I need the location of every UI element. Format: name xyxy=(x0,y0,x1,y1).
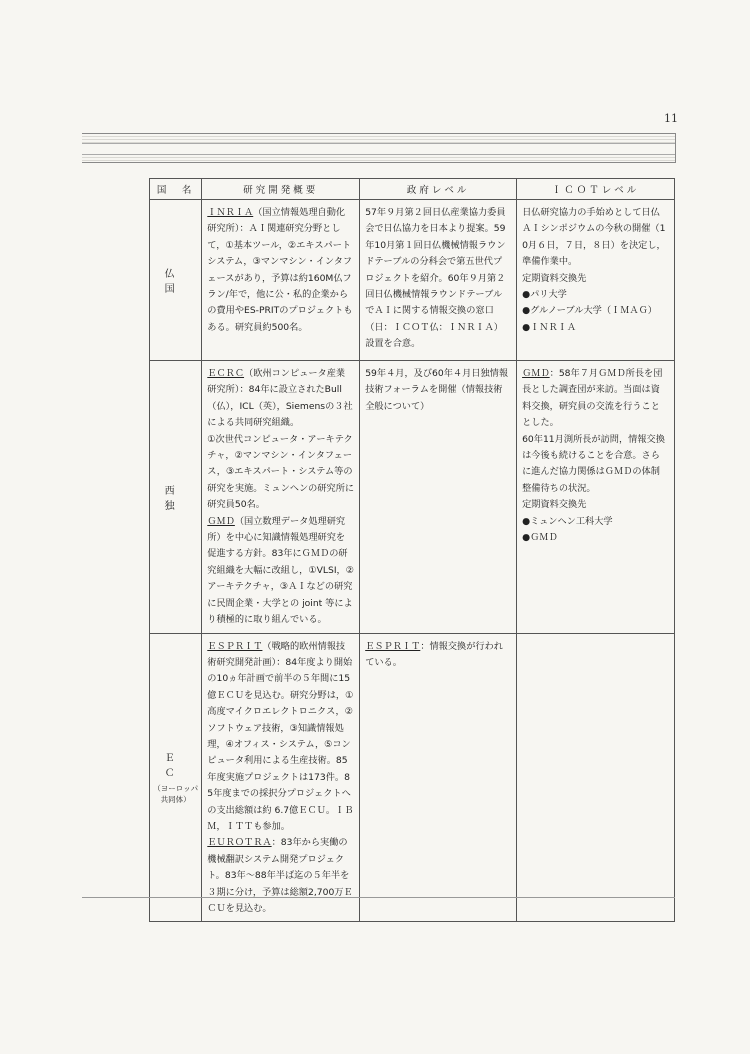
page-number: 11 xyxy=(664,112,678,125)
table-row xyxy=(150,633,675,922)
overview-cell xyxy=(202,633,360,922)
header-band xyxy=(82,133,676,163)
icot-cell xyxy=(517,633,675,922)
icot-cell xyxy=(517,200,675,361)
org-name-2: ＥＵＲＯＴＲＡ xyxy=(207,837,272,849)
government-org-name: ＥＳＰＲＩＴ xyxy=(365,640,421,652)
country-name: 仏 国 xyxy=(164,269,209,295)
country-name: 西 独 xyxy=(164,485,209,512)
government-text: 57年９月第２回日仏産業協力委員会で日仏協力を日本より提案。59年10月第１回日仏機械情報ラウンドテーブルの分科会で第五世代プロジェクトを紹介。60年９月第２回日仏機械情報ラウンドテーブルでＡＩに関する情報交換の窓口（日：ＩＣＯＴ仏：ＩＮＲＩＡ）設置を合意。 xyxy=(365,207,506,350)
country-name: Ｅ Ｃ xyxy=(164,753,209,780)
icot-text xyxy=(517,634,674,643)
table-row xyxy=(150,361,675,634)
org-name: ＩＮＲＩＡ xyxy=(207,207,254,218)
overview-cell xyxy=(202,200,360,361)
icot-cell xyxy=(517,361,675,634)
government-cell xyxy=(360,633,517,922)
government-cell xyxy=(360,361,517,634)
country-subtitle: （ヨーロッパ共同体） xyxy=(153,784,199,805)
header-overview: 研究開発概要 xyxy=(202,179,360,200)
icot-org-name: ＧＭＤ xyxy=(522,368,550,379)
overview-text-2: （国立数理データ処理研究所）を中心に知識情報処理研究を促進する方針。83年にＧＭＤの研究組織を大幅に改組し，①VLSI，②アーキテクチャ，③ＡＩなどの研究に民間企業・大学との joint 等により積極的に取り組んでいる。 xyxy=(207,515,354,626)
comparison-table xyxy=(149,178,675,922)
country-cell xyxy=(150,200,209,361)
table-header-row xyxy=(150,179,675,200)
header-government: 政府レベル xyxy=(360,179,517,200)
overview-text: （国立情報処理自動化研究所）：ＡＩ関連研究分野として，①基本ツール，②エキスパートシステム，③マンマシン・インタフェースがあり，予算は約160M仏フラン/年で，他に公・私的企業からの費用やES-PRITのプロジェクトもある。研究員約500名。 xyxy=(207,207,353,333)
overview-text: （欧州コンピュータ産業研究所）：84年に設立されたBull（仏），ICL（英），Siemensの３社による共同研究組織。 ①次世代コンピュータ・アーキテクチャ，②マンマシン・インタフェース，③エキスパート・システム等の研究を実施。ミュンヘンの研究所に研究員50名。 xyxy=(207,368,355,511)
icot-text: 日仏研究協力の手始めとして日仏ＡＩシンポジウムの今秋の開催（10月６日，７日，８日）を決定し，準備作業中。 定期資料交換先 ●パリ大学 ●グルノーブル大学（ＩＭＡＧ） ●ＩＮＲＩＡ xyxy=(522,207,666,333)
table-row xyxy=(150,200,675,361)
government-text: ：情報交換が行われている。 xyxy=(365,640,503,668)
header-icot: ＩＣＯＴレベル xyxy=(517,179,675,200)
org-name: ＥＳＰＲＩＴ xyxy=(207,640,263,652)
icot-text: ：58年７月ＧＭＤ所長を団長とした調査団が来訪。当面は資料交換，研究員の交流を行うこととした。 60年11月渕所長が訪問，情報交換は今後も続けることを合意。さらに進んだ協力関係はＧＭＤの体制整備待ちの状況。 定期資料交換先 ●ミュンヘン工科大学 ●ＧＭＤ xyxy=(522,368,665,544)
bottom-rule xyxy=(82,897,675,898)
government-text: 59年４月，及び60年４月日独情報技術フォーラムを開催（情報技術全般について） xyxy=(365,368,509,412)
org-name-2: ＧＭＤ xyxy=(207,515,235,527)
government-cell xyxy=(360,200,517,361)
header-country: 国 名 xyxy=(150,179,202,200)
overview-text-2: ：83年から実働の機械翻訳システム開発プロジェクト。83年〜88年半ば迄の５年半を３期に分け，予算は総額2,700万ＥＣＵを見込む。 xyxy=(207,837,353,914)
overview-text: （戦略的欧州情報技術研究開発計画）：84年度より開始の10ヵ年計画で前半の５年間に15億ＥＣＵを見込む。研究分野は，①高度マイクロエレクトロニクス，②ソフトウェア技術，③知識情報処理，④オフィス・システム，⑤コンピュータ利用による生産技術。85年度実施プロジェクトは173件。85年度までの採択分プロジェクトへの支出総額は約 6.7億ＥＣＵ。ＩＢＭ，ＩＴＴも参加。 xyxy=(207,640,354,832)
country-cell xyxy=(150,361,209,634)
overview-cell xyxy=(202,361,360,634)
country-cell xyxy=(150,633,209,922)
org-name: ＥＣＲＣ xyxy=(207,368,245,379)
